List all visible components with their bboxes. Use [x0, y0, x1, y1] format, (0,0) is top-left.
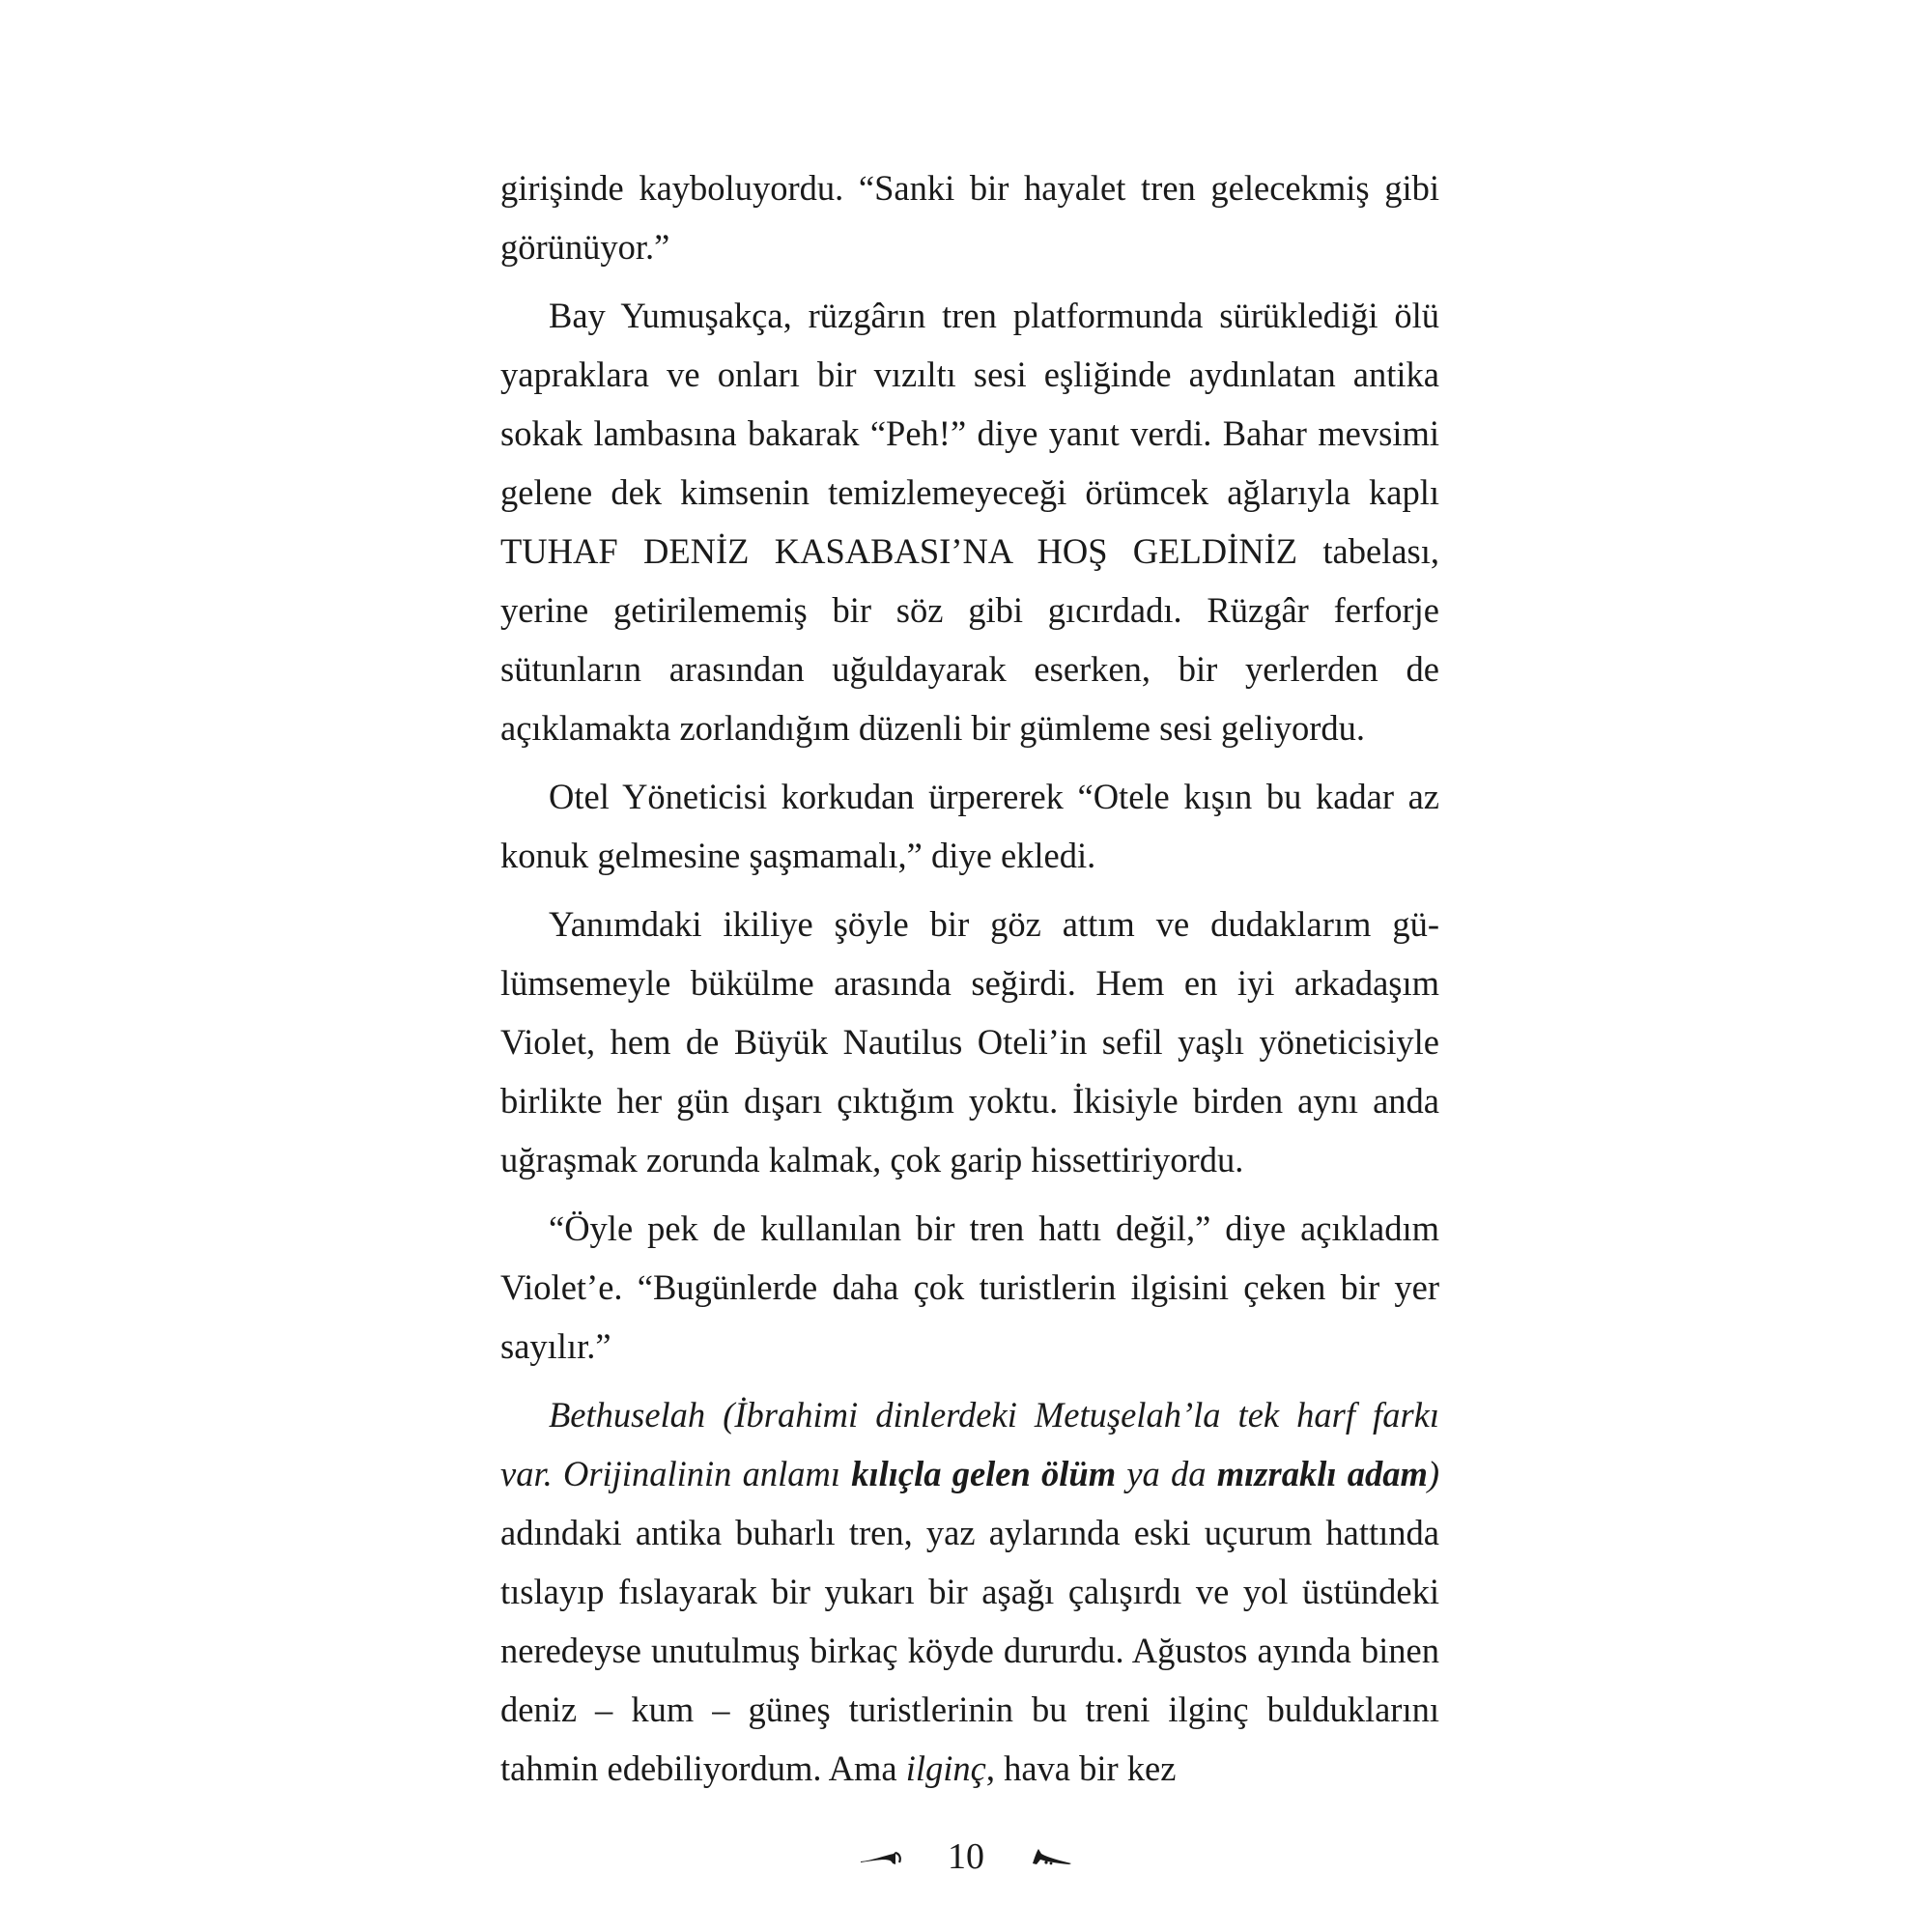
paragraph-4 [500, 895, 1439, 1189]
body-text [500, 158, 1439, 1807]
paragraph-6-normal-run-2: , hava bir kez [985, 1748, 1177, 1788]
paragraph-6-bold-italic-run-2: mızraklı adam [1216, 1454, 1428, 1493]
paragraph-6-normal-run-1: adındaki antika buharlı tren, yaz aylarında eski uçurum hattında tıslayıp fıslayarak bir yukarı bir aşağı çalışırdı ve yol üstündeki neredeyse unutulmuş birkaç köyde dururdu. Ağustos ayında binen deniz – kum – güneş turistlerinin bu treni ilginç bulduklarını tahmin edebiliyordum. Ama [500, 1513, 1439, 1788]
paragraph-3 [500, 767, 1439, 885]
paragraph-3-text: Otel Yöneticisi korkudan ürpererek “Otele kışın bu kadar az konuk gelmesine şaşmamalı,” diye ekledi. [500, 777, 1439, 875]
page-number: 10 [948, 1836, 984, 1877]
paragraph-6 [500, 1385, 1439, 1798]
left-flourish-icon [859, 1846, 903, 1867]
paragraph-1 [500, 158, 1439, 276]
paragraph-6-italic-run-2: ya da [1116, 1454, 1217, 1493]
paragraph-1-text: girişinde kayboluyordu. “Sanki bir hayalet tren gelecekmiş gibi görünüyor.” [500, 168, 1439, 267]
paragraph-4-text: Yanımdaki ikiliye şöyle bir göz attım ve dudaklarım gülümsemeyle bükülme arasında seğirdi. Hem en iyi arkadaşım Violet, hem de Büyük Nautilus Oteli’in sefil yaşlı yöneticisiyle birlikte her gün dışarı çıktığım yoktu. İkisiyle birden aynı anda uğraşmak zorunda kalmak, çok garip hissettiriyordu. [500, 904, 1439, 1179]
paragraph-2 [500, 286, 1439, 757]
paragraph-6-italic-run-1: Bethuselah (İbrahimi dinlerdeki Metuşelah’la tek harf farkı var. Orijinalinin anlamı [500, 1395, 1439, 1493]
paragraph-5 [500, 1199, 1439, 1376]
page-footer [0, 1828, 1932, 1886]
paragraph-2-text: Bay Yumuşakça, rüzgârın tren platformunda sürüklediği ölü yapraklara ve onları bir vızıltı sesi eşliğinde aydınlatan antika sokak lambasına bakarak “Peh!” diye yanıt verdi. Bahar mevsimi gelene dek kimsenin temizlemeyeceği örümcek ağlarıyla kaplı TUHAF DENİZ KASABASI’NA HOŞ GELDİNİZ tabelası, yerine getirilememiş bir söz gibi gıcırdadı. Rüzgâr ferforje sütunların arasından uğuldayarak eserken, bir yerlerden de açıklamakta zorlandığım düzenli bir gümleme sesi geliyordu. [500, 296, 1439, 748]
paragraph-6-italic-run-4: ilginç [905, 1748, 986, 1788]
paragraph-5-text: “Öyle pek de kullanılan bir tren hattı değil,” diye açıkladım Violet’e. “Bugünlerde daha çok turistlerin ilgisini çeken bir yer sayılır.” [500, 1208, 1439, 1366]
paragraph-6-italic-run-3: ) [1427, 1454, 1439, 1493]
right-flourish-icon [1029, 1846, 1073, 1867]
paragraph-6-bold-italic-run-1: kılıçla gelen ölüm [851, 1454, 1117, 1493]
